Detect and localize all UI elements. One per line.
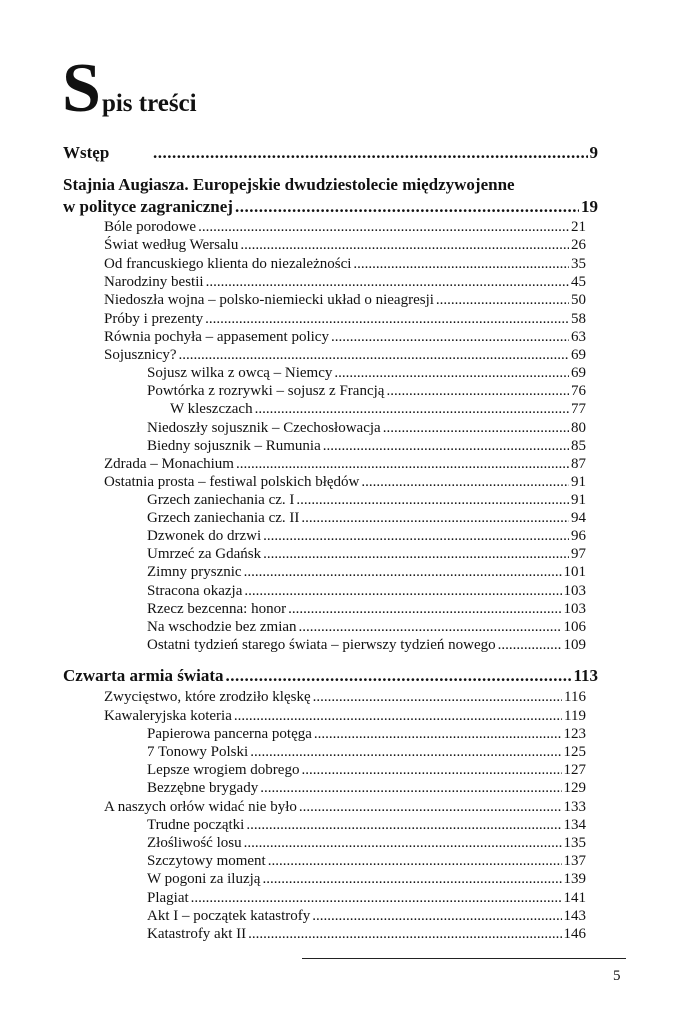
dot-leader xyxy=(312,908,561,925)
dot-leader xyxy=(153,143,588,163)
toc-entry-title: Niedoszły sojusznik – Czechosłowacja xyxy=(147,420,381,436)
toc-page-number: 87 xyxy=(571,456,586,472)
toc-page-number: 139 xyxy=(563,871,586,887)
dot-leader xyxy=(299,619,562,636)
dot-leader xyxy=(301,762,561,779)
dot-leader xyxy=(206,274,569,291)
toc-entry[interactable] xyxy=(104,329,586,346)
toc-entry-title: Złośliwość losu xyxy=(147,835,242,851)
toc-entry-title: Lepsze wrogiem dobrego xyxy=(147,762,300,778)
toc-page-number: 127 xyxy=(563,762,586,778)
dot-leader xyxy=(179,347,570,364)
dot-leader xyxy=(288,601,561,618)
toc-entry[interactable] xyxy=(147,583,586,600)
toc-entry[interactable] xyxy=(147,890,586,907)
toc-entry[interactable] xyxy=(170,401,586,418)
toc-page-number: 109 xyxy=(563,637,586,653)
toc-page-number: 134 xyxy=(563,817,586,833)
dot-leader xyxy=(246,817,561,834)
toc-entry[interactable] xyxy=(147,908,586,925)
toc-page-number: 50 xyxy=(571,292,586,308)
toc-entry-title: Ostatnia prosta – festiwal polskich błędów xyxy=(104,474,360,490)
toc-page-number: 113 xyxy=(573,666,598,685)
footnote-rule xyxy=(302,958,626,959)
toc-entry[interactable] xyxy=(147,601,586,618)
toc-page-number: 97 xyxy=(571,546,586,562)
dot-leader xyxy=(191,890,562,907)
toc-page-number: 19 xyxy=(581,197,598,216)
dot-leader xyxy=(235,197,579,217)
toc-entry-title: Bóle porodowe xyxy=(104,219,197,235)
toc-entry[interactable] xyxy=(147,817,586,834)
toc-entry[interactable] xyxy=(147,420,586,437)
toc-entry-title: Równia pochyła – appasement policy xyxy=(104,329,329,345)
toc-entry[interactable] xyxy=(104,689,586,706)
dot-leader xyxy=(263,528,569,545)
page-number: 5 xyxy=(613,968,621,984)
toc-page-number: 21 xyxy=(571,219,586,235)
dot-leader xyxy=(262,871,561,888)
toc-entry[interactable] xyxy=(147,762,586,779)
toc-chapter[interactable] xyxy=(63,197,598,217)
toc-entry-title: Czwarta armia świata xyxy=(63,666,224,685)
dot-leader xyxy=(244,835,562,852)
dot-leader xyxy=(323,438,569,455)
toc-entry-title: W pogoni za iluzją xyxy=(147,871,261,887)
toc-entry-title: Dzwonek do drzwi xyxy=(147,528,262,544)
toc-entry[interactable] xyxy=(147,780,586,797)
toc-entry-title: Świat według Wersalu xyxy=(104,237,239,253)
dot-leader xyxy=(248,926,561,943)
toc-entry[interactable] xyxy=(147,383,586,400)
dot-leader xyxy=(240,237,569,254)
toc-entry-title: Sojusznicy? xyxy=(104,347,177,363)
dot-leader xyxy=(383,420,569,437)
dot-leader xyxy=(236,456,569,473)
toc-entry[interactable] xyxy=(147,744,586,761)
toc-page-number: 116 xyxy=(564,689,586,705)
toc-entry-title: Narodziny bestii xyxy=(104,274,204,290)
dot-leader xyxy=(314,726,562,743)
toc-page-number: 135 xyxy=(563,835,586,851)
toc-page-number: 69 xyxy=(571,347,586,363)
dot-leader xyxy=(268,853,562,870)
toc-entry-title: Umrzeć za Gdańsk xyxy=(147,546,262,562)
toc-page-number: 137 xyxy=(563,853,586,869)
toc-entry[interactable] xyxy=(104,274,586,291)
toc-page-number: 123 xyxy=(563,726,586,742)
toc-page-number: 35 xyxy=(571,256,586,272)
toc-entry-title: Rzecz bezcenna: honor xyxy=(147,601,287,617)
dot-leader xyxy=(250,744,561,761)
dot-leader xyxy=(334,365,569,382)
dot-leader xyxy=(296,492,569,509)
dot-leader xyxy=(299,799,562,816)
toc-entry-title: Na wschodzie bez zmian xyxy=(147,619,297,635)
dot-leader xyxy=(226,666,572,686)
toc-page-number: 77 xyxy=(571,401,586,417)
toc-entry[interactable] xyxy=(104,799,586,816)
toc-entry-title: Zdrada – Monachium xyxy=(104,456,234,472)
toc-page-number: 76 xyxy=(571,383,586,399)
toc-entry[interactable] xyxy=(104,347,586,364)
toc-entry-title: Papierowa pancerna potęga xyxy=(147,726,312,742)
dot-leader xyxy=(205,311,569,328)
toc-entry-title: Stracona okazja xyxy=(147,583,243,599)
dot-leader xyxy=(198,219,569,236)
toc-entry[interactable] xyxy=(147,365,586,382)
toc-entry-title: Zwycięstwo, które zrodziło klęskę xyxy=(104,689,311,705)
dot-leader xyxy=(301,510,569,527)
toc-page-number: 96 xyxy=(571,528,586,544)
toc-entry-title: Akt I – początek katastrofy xyxy=(147,908,311,924)
toc-entry[interactable] xyxy=(147,835,586,852)
toc-page-number: 85 xyxy=(571,438,586,454)
dot-leader xyxy=(313,689,562,706)
toc-entry[interactable] xyxy=(147,492,586,509)
toc-entry-title: 7 Tonowy Polski xyxy=(147,744,249,760)
toc-page-number: 146 xyxy=(563,926,586,942)
toc-page-number: 125 xyxy=(563,744,586,760)
toc-page-number: 80 xyxy=(571,420,586,436)
toc-page-number: 26 xyxy=(571,237,586,253)
toc-page-number: 129 xyxy=(563,780,586,796)
dot-leader xyxy=(331,329,569,346)
dot-leader xyxy=(234,708,562,725)
toc-entry-title: Kawaleryjska koteria xyxy=(104,708,232,724)
dot-leader xyxy=(244,564,562,581)
toc-page-number: 133 xyxy=(563,799,586,815)
toc-entry[interactable] xyxy=(147,726,586,743)
toc-page-number: 9 xyxy=(589,143,598,162)
dot-leader xyxy=(255,401,569,418)
toc-entry[interactable] xyxy=(147,438,586,455)
toc-page-number: 103 xyxy=(563,583,586,599)
toc-entry-title: Od francuskiego klienta do niezależności xyxy=(104,256,352,272)
dot-leader xyxy=(361,474,569,491)
toc-chapter[interactable] xyxy=(63,143,598,163)
toc-entry[interactable] xyxy=(147,853,586,870)
title-rest: pis treści xyxy=(101,90,197,117)
toc-entry-title: Powtórka z rozrywki – sojusz z Francją xyxy=(147,383,385,399)
toc-entry[interactable] xyxy=(104,708,586,725)
dot-leader xyxy=(260,780,561,797)
toc-entry[interactable] xyxy=(104,456,586,473)
toc-entry-title: Zimny prysznic xyxy=(147,564,242,580)
toc-entry-title: Grzech zaniechania cz. II xyxy=(147,510,300,526)
toc-page-number: 141 xyxy=(563,890,586,906)
toc-page-number: 143 xyxy=(563,908,586,924)
toc-entry[interactable] xyxy=(104,237,586,254)
toc-entry-title: Niedoszła wojna – polsko-niemiecki układ o nieagresji xyxy=(104,292,434,308)
toc-entry[interactable] xyxy=(104,219,586,236)
toc-entry[interactable] xyxy=(147,546,586,563)
toc-heading-line: Stajnia Augiasza. Europejskie dwudziestolecie międzywojenne xyxy=(63,175,515,194)
toc-entry[interactable] xyxy=(147,528,586,545)
title-dropcap: S xyxy=(62,50,101,127)
toc-entry[interactable] xyxy=(104,311,586,328)
toc-entry-title: Plagiat xyxy=(147,890,189,906)
toc-chapter[interactable] xyxy=(63,666,598,686)
toc-page-number: 101 xyxy=(563,564,586,580)
toc-page-number: 63 xyxy=(571,329,586,345)
toc-page-number: 106 xyxy=(563,619,586,635)
dot-leader xyxy=(353,256,569,273)
dot-leader xyxy=(386,383,569,400)
dot-leader xyxy=(263,546,569,563)
toc-entry-title: Bezzębne brygady xyxy=(147,780,259,796)
dot-leader xyxy=(498,637,562,654)
toc-entry-title: Trudne początki xyxy=(147,817,245,833)
toc-page-number: 45 xyxy=(571,274,586,290)
toc-entry-title: w polityce zagranicznej xyxy=(63,197,233,216)
toc-entry[interactable] xyxy=(147,871,586,888)
toc-page-number: 58 xyxy=(571,311,586,327)
toc-entry-title: Biedny sojusznik – Rumunia xyxy=(147,438,321,454)
toc-entry-title: Katastrofy akt II xyxy=(147,926,247,942)
toc-entry-title: Wstęp xyxy=(63,143,110,162)
toc-entry-title: Ostatni tydzień starego świata – pierwszy tydzień nowego xyxy=(147,637,496,653)
dot-leader xyxy=(436,292,569,309)
toc-entry[interactable] xyxy=(147,637,586,654)
toc-page-number: 91 xyxy=(571,474,586,490)
toc-entry-title: W kleszczach xyxy=(170,401,253,417)
toc-entry-title: A naszych orłów widać nie było xyxy=(104,799,297,815)
toc-entry[interactable] xyxy=(147,564,586,581)
toc-entry[interactable] xyxy=(104,474,586,491)
toc-page-number: 103 xyxy=(563,601,586,617)
toc-entry[interactable] xyxy=(104,292,586,309)
toc-entry-title: Sojusz wilka z owcą – Niemcy xyxy=(147,365,333,381)
toc-page-number: 91 xyxy=(571,492,586,508)
toc-page-number: 119 xyxy=(564,708,586,724)
toc-entry[interactable] xyxy=(104,256,586,273)
toc-page-number: 69 xyxy=(571,365,586,381)
toc-entry[interactable] xyxy=(147,510,586,527)
dot-leader xyxy=(244,583,561,600)
toc-page-number: 94 xyxy=(571,510,586,526)
toc-entry[interactable] xyxy=(147,926,586,943)
toc-entry-title: Szczytowy moment xyxy=(147,853,266,869)
page-title xyxy=(62,50,197,127)
toc-entry[interactable] xyxy=(147,619,586,636)
toc-entry-title: Grzech zaniechania cz. I xyxy=(147,492,295,508)
toc-entry-title: Próby i prezenty xyxy=(104,311,204,327)
